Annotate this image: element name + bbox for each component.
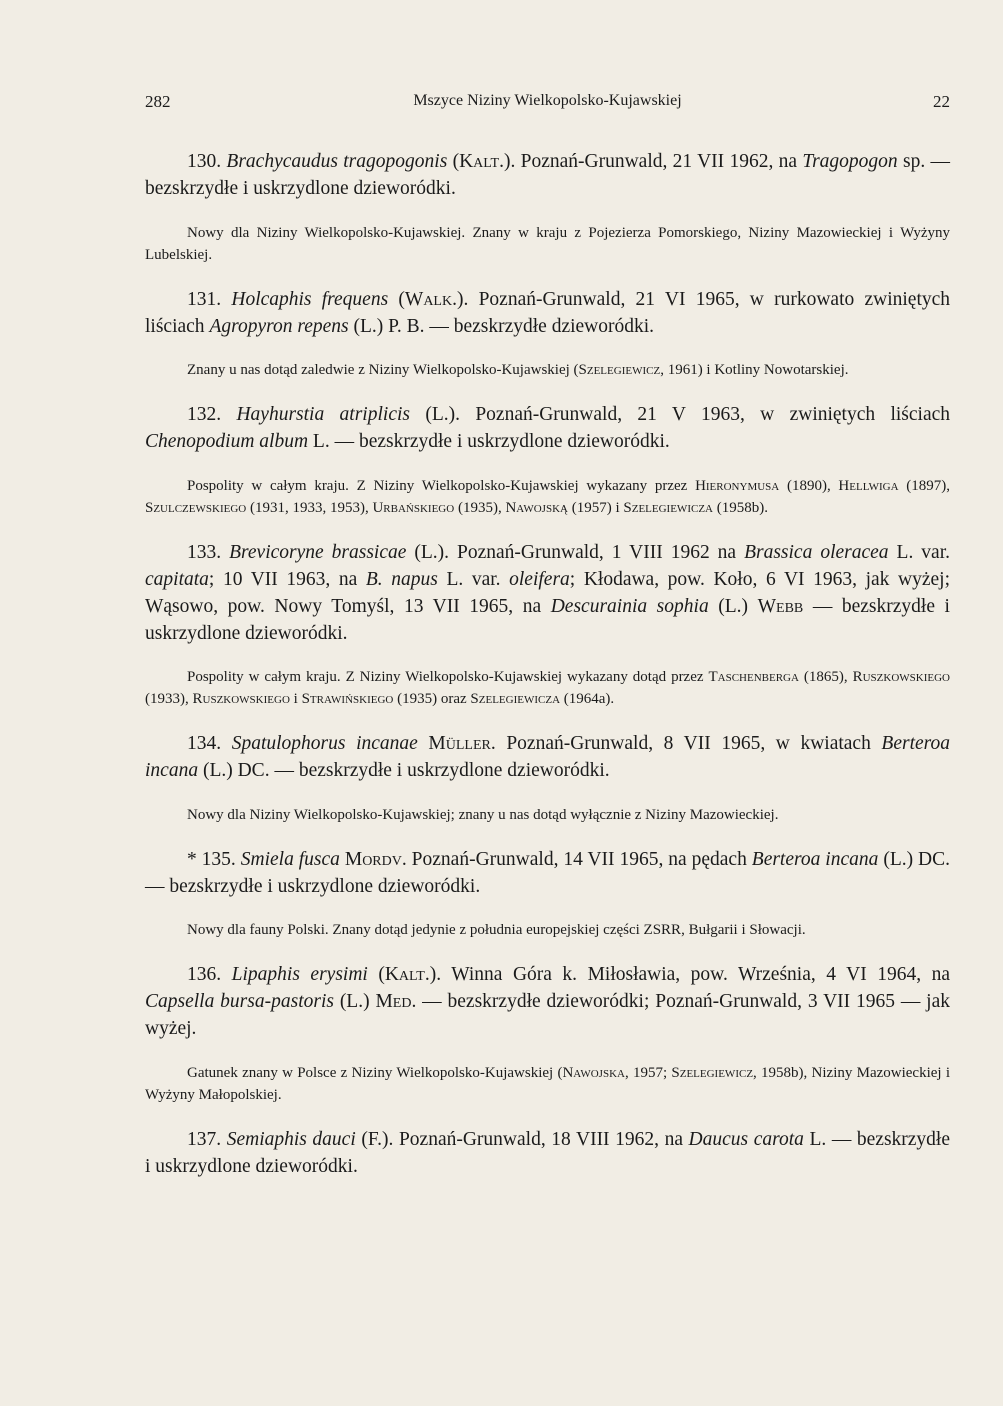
- entry-number: 132.: [187, 404, 222, 425]
- note-text: , 1961) i Kotliny Nowotarskiej.: [660, 362, 849, 378]
- entry-number: 137.: [187, 1128, 222, 1150]
- entry-text: (L.) DC. — bezskrzydłe i uskrzydlone dzieworódki.: [145, 848, 951, 897]
- species-name: Lipaphis erysimi: [231, 964, 368, 985]
- cited-author: Szulczewskiego: [145, 499, 247, 516]
- entry-number: * 135.: [187, 848, 236, 870]
- cited-author: Strawińskiego: [301, 691, 394, 707]
- cited-author: Taschenberga: [708, 669, 799, 685]
- distribution-note: [145, 1062, 950, 1106]
- species-entry-134: [145, 730, 950, 784]
- note-text: , 1957;: [624, 1064, 672, 1081]
- note-text: (1931, 1933, 1953),: [246, 499, 373, 516]
- entry-number: 136.: [187, 964, 222, 985]
- entry-text: Poznań-Grunwald, 21 VII 1962, na: [515, 151, 803, 172]
- species-name: Brevicoryne brassicae: [229, 541, 407, 563]
- host-plant: Brassica oleracea: [744, 541, 889, 563]
- host-plant: Chenopodium album: [145, 431, 309, 452]
- cited-author: Szelegiewicza: [470, 691, 561, 707]
- entry-text: L. — bezskrzydłe i uskrzydlone dzieworódki.: [145, 1128, 951, 1177]
- entry-text: Poznań-Grunwald, 1 VIII 1962 na: [449, 541, 745, 563]
- distribution-note: Nowy dla Niziny Wielkopolsko-Kujawskiej. Znany w kraju z Pojezierza Pomorskiego, Niziny Mazowieckiej i Wyżyny Lubelskiej.: [145, 224, 950, 263]
- cited-author: Szelegiewicz: [578, 362, 661, 378]
- entry-text: — bezskrzydłe i uskrzydlone dzieworódki.: [145, 595, 950, 644]
- species-entry-132: [145, 401, 950, 455]
- cited-author: Ruszkowskiego: [192, 691, 290, 707]
- host-plant: Tragopogon: [802, 151, 898, 172]
- entry-text: Poznań-Grunwald, 8 VII 1965, w kwiatach: [495, 733, 882, 754]
- species-author: (Kalt.).: [452, 151, 516, 172]
- species-author: (Kalt.).: [378, 964, 442, 985]
- species-author: (F.).: [361, 1128, 394, 1150]
- note-text: Pospolity w całym kraju. Z Niziny Wielkopolsko-Kujawskiej wykazany dotąd przez: [187, 669, 709, 685]
- note-text: (1935) oraz: [393, 691, 471, 707]
- cited-author: Szelegiewicz: [671, 1064, 754, 1081]
- page: [145, 92, 950, 1199]
- note-text: (1958b).: [712, 499, 768, 516]
- entry-text: ; Kłodawa, pow. Koło, 6 VI 1963, jak wyżej; Wąsowo, pow. Nowy Tomyśl, 13 VII 1965, na: [145, 568, 951, 617]
- entry-number: 134.: [187, 733, 222, 754]
- species-entry-136: [145, 961, 950, 1042]
- cited-author: Ruszkowskiego: [852, 669, 950, 685]
- issue-number: 22: [933, 92, 950, 111]
- cited-author: Hieronymusa: [695, 477, 780, 494]
- entry-text: Poznań-Grunwald, 21 VI 1965, w rurkowato zwiniętych liściach: [145, 288, 951, 337]
- entry-text: (L.): [333, 991, 376, 1012]
- note-text: (1964a).: [560, 691, 615, 707]
- entry-text: Poznań-Grunwald, 14 VII 1965, na pędach: [406, 848, 752, 870]
- entry-text: (L.) P. B. — bezskrzydłe dzieworódki.: [348, 315, 655, 337]
- entry-text: Poznań-Grunwald, 21 V 1963, w zwiniętych liściach: [459, 404, 951, 425]
- note-text: (1933),: [145, 691, 193, 707]
- note-text: (1897),: [898, 477, 950, 494]
- entry-number: 133.: [187, 541, 222, 563]
- host-plant: oleifera: [509, 568, 570, 590]
- host-plant: Berteroa incana: [145, 733, 951, 781]
- species-entry-131: [145, 286, 950, 340]
- cited-author: Urbańskiego: [372, 499, 455, 516]
- species-author: Mordv.: [344, 848, 407, 870]
- species-name: Smiela fusca: [240, 848, 340, 870]
- entry-text: Winna Góra k. Miłosławia, pow. Września, 4 VI 1964, na: [441, 964, 951, 985]
- entry-number: 131.: [187, 288, 222, 310]
- species-name: Spatulophorus incanae: [231, 733, 418, 754]
- note-text: Znany u nas dotąd zaledwie z Niziny Wielkopolsko-Kujawskiej (: [187, 362, 579, 378]
- host-plant: capitata: [145, 568, 209, 590]
- host-plant: Descurainia sophia: [550, 595, 709, 617]
- note-text: (1935),: [454, 499, 506, 516]
- running-title: Mszyce Niziny Wielkopolsko-Kujawskiej: [413, 92, 682, 109]
- note-text: (1890),: [779, 477, 839, 494]
- species-author: Med.: [375, 991, 417, 1012]
- host-plant: B. napus: [365, 568, 438, 590]
- species-entry-135: [145, 846, 950, 900]
- note-text: Pospolity w całym kraju. Z Niziny Wielkopolsko-Kujawskiej wykazany przez: [187, 477, 696, 494]
- species-entry-137: [145, 1126, 950, 1180]
- distribution-note: Nowy dla fauny Polski. Znany dotąd jedynie z południa europejskiej części ZSRR, Bułgarii i Słowacji.: [187, 922, 806, 938]
- species-name: Holcaphis frequens: [231, 288, 389, 310]
- species-name: Hayhurstia atriplicis: [236, 404, 410, 425]
- entry-text: Poznań-Grunwald, 18 VIII 1962, na: [393, 1128, 689, 1150]
- species-author: Webb: [757, 595, 804, 617]
- distribution-note: [145, 475, 950, 519]
- host-plant: Agropyron repens: [209, 315, 349, 337]
- cited-author: Szelegiewicza: [623, 499, 713, 516]
- species-name: Brachycaudus tragopogonis: [226, 151, 448, 172]
- host-plant: Capsella bursa-pastoris: [145, 991, 334, 1012]
- note-text: (1865),: [798, 669, 853, 685]
- distribution-note: [145, 359, 950, 381]
- entry-text: sp. — bezskrzydłe i uskrzydlone dzieworódki.: [145, 151, 950, 199]
- note-text: , 1958b), Niziny Mazowieckiej i Wyżyny Małopolskiej.: [145, 1064, 950, 1103]
- host-plant: Berteroa incana: [751, 848, 879, 870]
- note-text: i: [289, 691, 302, 707]
- note-text: Gatunek znany w Polsce z Niziny Wielkopolsko-Kujawskiej (: [187, 1064, 563, 1081]
- entry-number: 130.: [187, 151, 222, 172]
- species-entry-133: [145, 539, 950, 647]
- species-name: Semiaphis dauci: [226, 1128, 356, 1150]
- entry-text: (L.) DC. — bezskrzydłe i uskrzydlone dzieworódki.: [198, 760, 610, 781]
- entry-text: ; 10 VII 1963, na: [208, 568, 366, 590]
- distribution-note: [145, 666, 950, 710]
- species-author: (L.).: [425, 404, 460, 425]
- cited-author: Nawojska: [562, 1064, 625, 1081]
- species-author: (Walk.).: [398, 288, 469, 310]
- entry-text: (L.): [708, 595, 758, 617]
- distribution-note: Nowy dla Niziny Wielkopolsko-Kujawskiej; znany u nas dotąd wyłącznie z Niziny Mazowieckiej.: [187, 806, 779, 823]
- entry-text: L. var.: [888, 541, 950, 563]
- cited-author: Hellwiga: [838, 477, 899, 494]
- host-plant: Daucus carota: [688, 1128, 804, 1150]
- species-author: Müller.: [428, 733, 496, 754]
- cited-author: Nawojską: [505, 499, 568, 516]
- entry-text: L. — bezskrzydłe i uskrzydlone dzieworódki.: [308, 431, 670, 452]
- page-number: 282: [145, 92, 171, 111]
- page-header: [145, 92, 950, 118]
- species-author: (L.).: [414, 541, 450, 563]
- entry-text: — bezskrzydłe dzieworódki; Poznań-Grunwald, 3 VII 1965 — jak wyżej.: [145, 991, 950, 1039]
- entry-text: L. var.: [437, 568, 510, 590]
- note-text: (1957) i: [567, 499, 624, 516]
- species-entry-130: [145, 148, 950, 202]
